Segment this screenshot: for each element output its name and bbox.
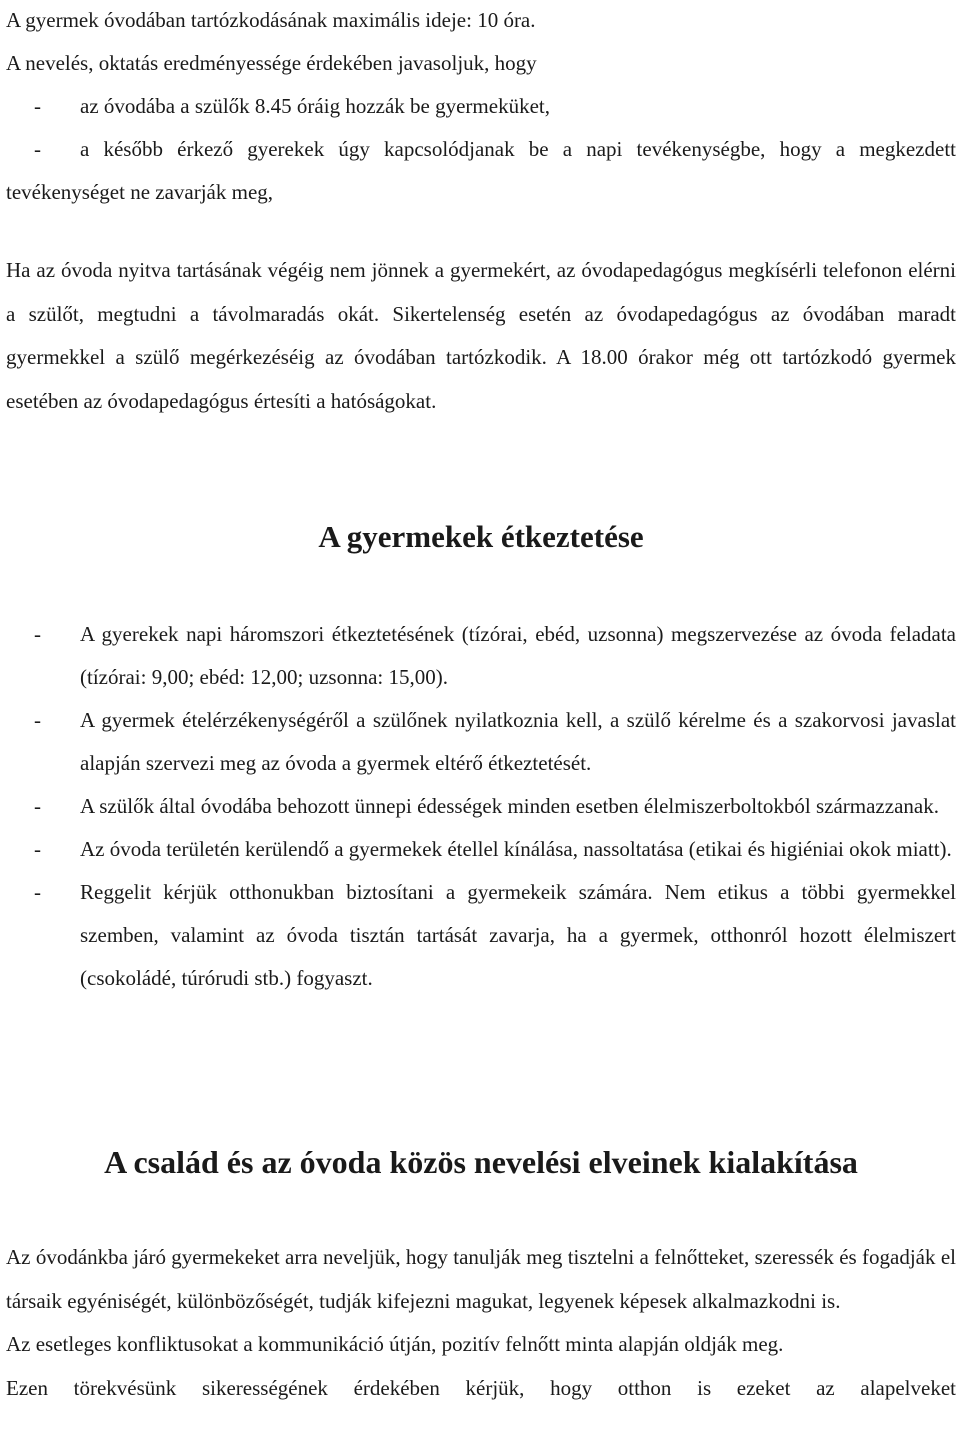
- recommend-intro-line: A nevelés, oktatás eredményessége érdekében javasoljuk, hogy: [6, 51, 537, 75]
- list-item-text: A gyerekek napi háromszori étkeztetésének (tízórai, ebéd, uzsonna) megszervezése az óvoda feladata (tízórai: 9,00; ebéd: 12,00; uzsonna: 15,00).: [80, 622, 956, 689]
- attendance-section: [6, 0, 956, 214]
- list-item-text: Az óvoda területén kerülendő a gyermekek étellel kínálása, nassoltatása (etikai és higiéniai okok miatt).: [80, 837, 952, 861]
- list-dash: -: [34, 622, 41, 646]
- list-item: [6, 828, 956, 871]
- list-dash: -: [34, 94, 41, 118]
- list-item: [0, 128, 956, 214]
- list-dash: -: [34, 880, 41, 904]
- family-section: [6, 1236, 956, 1410]
- list-dash: -: [34, 137, 41, 161]
- list-item: [6, 699, 956, 785]
- family-paragraph-2: Az esetleges konfliktusokat a kommunikáció útján, pozitív felnőtt minta alapján oldják meg.: [6, 1332, 784, 1356]
- list-item: [6, 785, 956, 828]
- max-time-line: A gyermek óvodában tartózkodásának maximális ideje: 10 óra.: [6, 8, 536, 32]
- list-item-text: a később érkező gyerekek úgy kapcsolódjanak be a napi tevékenységbe, hogy a megkezdett tevékenységet ne zavarják meg,: [6, 137, 956, 204]
- family-heading: A család és az óvoda közös nevelési elveinek kialakítása: [104, 1144, 858, 1180]
- pickup-section: [6, 249, 956, 423]
- family-paragraph-3: Ezen törekvésünk sikerességének érdekében kérjük, hogy otthon is ezeket az alapelveket: [6, 1375, 956, 1400]
- list-item-text: A szülők által óvodába behozott ünnepi édességek minden esetben élelmiszerboltokból származzanak.: [80, 794, 939, 818]
- list-item: [6, 85, 956, 128]
- list-item-text: Reggelit kérjük otthonukban biztosítani a gyermekeik számára. Nem etikus a többi gyermekkel szemben, valamint az óvoda tisztán tartását zavarja, ha a gyermek, otthonról hozott élelmiszert (csokoládé, túrórudi stb.) fogyaszt.: [80, 880, 956, 990]
- list-item-text: A gyermek ételérzékenységéről a szülőnek nyilatkoznia kell, a szülő kérelme és a szakorvosi javaslat alapján szervezi meg az óvoda a gyermek eltérő étkeztetését.: [80, 708, 956, 775]
- list-item-text: az óvodába a szülők 8.45 óráig hozzák be gyermeküket,: [80, 94, 550, 118]
- family-paragraph-1: Az óvodánkba járó gyermekeket arra neveljük, hogy tanulják meg tisztelni a felnőtteket, szeressék és fogadják el társaik egyéniségét, különbözőségét, tudják kifejezni magukat, legyenek képesek alkalmazkodni is.: [6, 1245, 956, 1313]
- list-item: [6, 613, 956, 699]
- pickup-paragraph: Ha az óvoda nyitva tartásának végéig nem jönnek a gyermekért, az óvodapedagógus megkísérli telefonon elérni a szülőt, megtudni a távolmaradás okát. Sikertelenség esetén az óvodapedagógus az óvodában maradt gyermekkel a szülő megérkezéséig az óvodában tartózkodik. A 18.00 órakor még ott tartózkodó gyermek esetében az óvodapedagógus értesíti a hatóságokat.: [6, 258, 956, 413]
- meals-list: [6, 613, 956, 1000]
- list-dash: -: [34, 708, 41, 732]
- list-dash: -: [34, 794, 41, 818]
- list-dash: -: [34, 837, 41, 861]
- list-item: [6, 871, 956, 1000]
- meals-heading: A gyermekek étkeztetése: [318, 519, 644, 554]
